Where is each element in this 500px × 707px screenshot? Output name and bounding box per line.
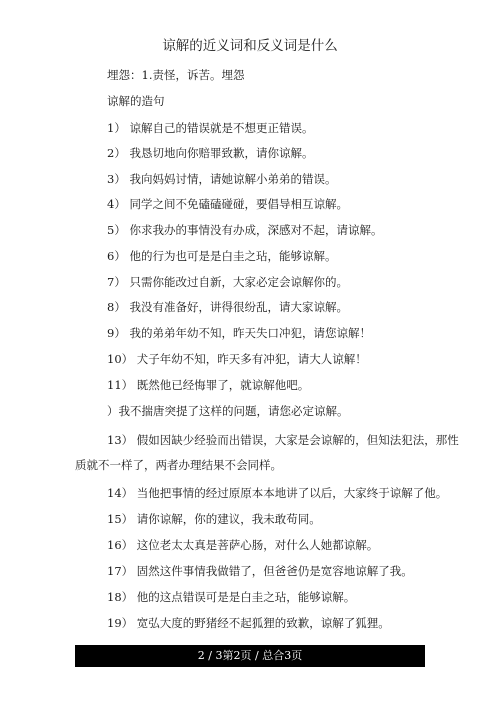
sentence-item: 19） 宽弘大度的野猪经不起狐狸的致歉，谅解了狐狸。 — [107, 616, 390, 630]
page-number-label: 2 / 3第2页 / 总合3页 — [197, 649, 303, 662]
section-heading: 谅解的造句 — [107, 94, 165, 108]
sentence-item: ）我不揣唐突提了这样的问题，请您必定谅解。 — [107, 404, 349, 418]
sentence-item: 4） 同学之间不免磕磕碰碰，要倡导相互谅解。 — [107, 197, 348, 211]
sentence-item: 14） 当他把事情的经过原原本本地讲了以后，大家终于谅解了他。 — [107, 486, 448, 500]
sentence-item: 3） 我向妈妈讨情，请她谅解小弟弟的错误。 — [107, 172, 337, 186]
sentence-item: 8） 我没有准备好，讲得很纷乱，请大家谅解。 — [107, 300, 348, 314]
sentence-item: 2） 我恳切地向你赔罪致歉，请你谅解。 — [107, 146, 314, 160]
sentence-item: 13） 假如因缺少经验而出错误，大家是会谅解的，但知法犯法，那性 — [107, 433, 459, 447]
sentence-item: 9） 我的弟弟年幼不知，昨天失口冲犯，请您谅解！ — [107, 326, 371, 340]
sentence-item: 18） 他的这点错误可是是白圭之玷，能够谅解。 — [107, 590, 356, 604]
sentence-item-continuation: 质就不一样了，两者办理结果不会同样。 — [75, 458, 282, 472]
sentence-item: 10） 犬子年幼不知，昨天多有冲犯，请大人谅解！ — [107, 352, 367, 366]
sentence-item: 5） 你求我办的事情没有办成，深感对不起，请谅解。 — [107, 223, 383, 237]
sentence-item: 1） 谅解自己的错误就是不想更正错误。 — [107, 121, 314, 135]
sentence-item: 7） 只需你能改过自新，大家必定会谅解你的。 — [107, 275, 348, 289]
page-number-bar — [75, 645, 425, 667]
sentence-item: 17） 固然这件事情我做错了，但爸爸仍是宽容地谅解了我。 — [107, 564, 413, 578]
page-title: 谅解的近义词和反义词是什么 — [162, 38, 338, 54]
sentence-item: 6） 他的行为也可是是白圭之玷，能够谅解。 — [107, 249, 337, 263]
antonym-definition: 埋怨：1.责怪，诉苦。埋怨 — [107, 68, 245, 82]
sentence-item: 11） 既然他已经悔罪了，就谅解他吧。 — [107, 378, 310, 392]
sentence-item: 16） 这位老太太真是菩萨心肠，对什么人她都谅解。 — [107, 538, 379, 552]
sentence-item: 15） 请你谅解，你的建议，我未敢苟同。 — [107, 512, 321, 526]
